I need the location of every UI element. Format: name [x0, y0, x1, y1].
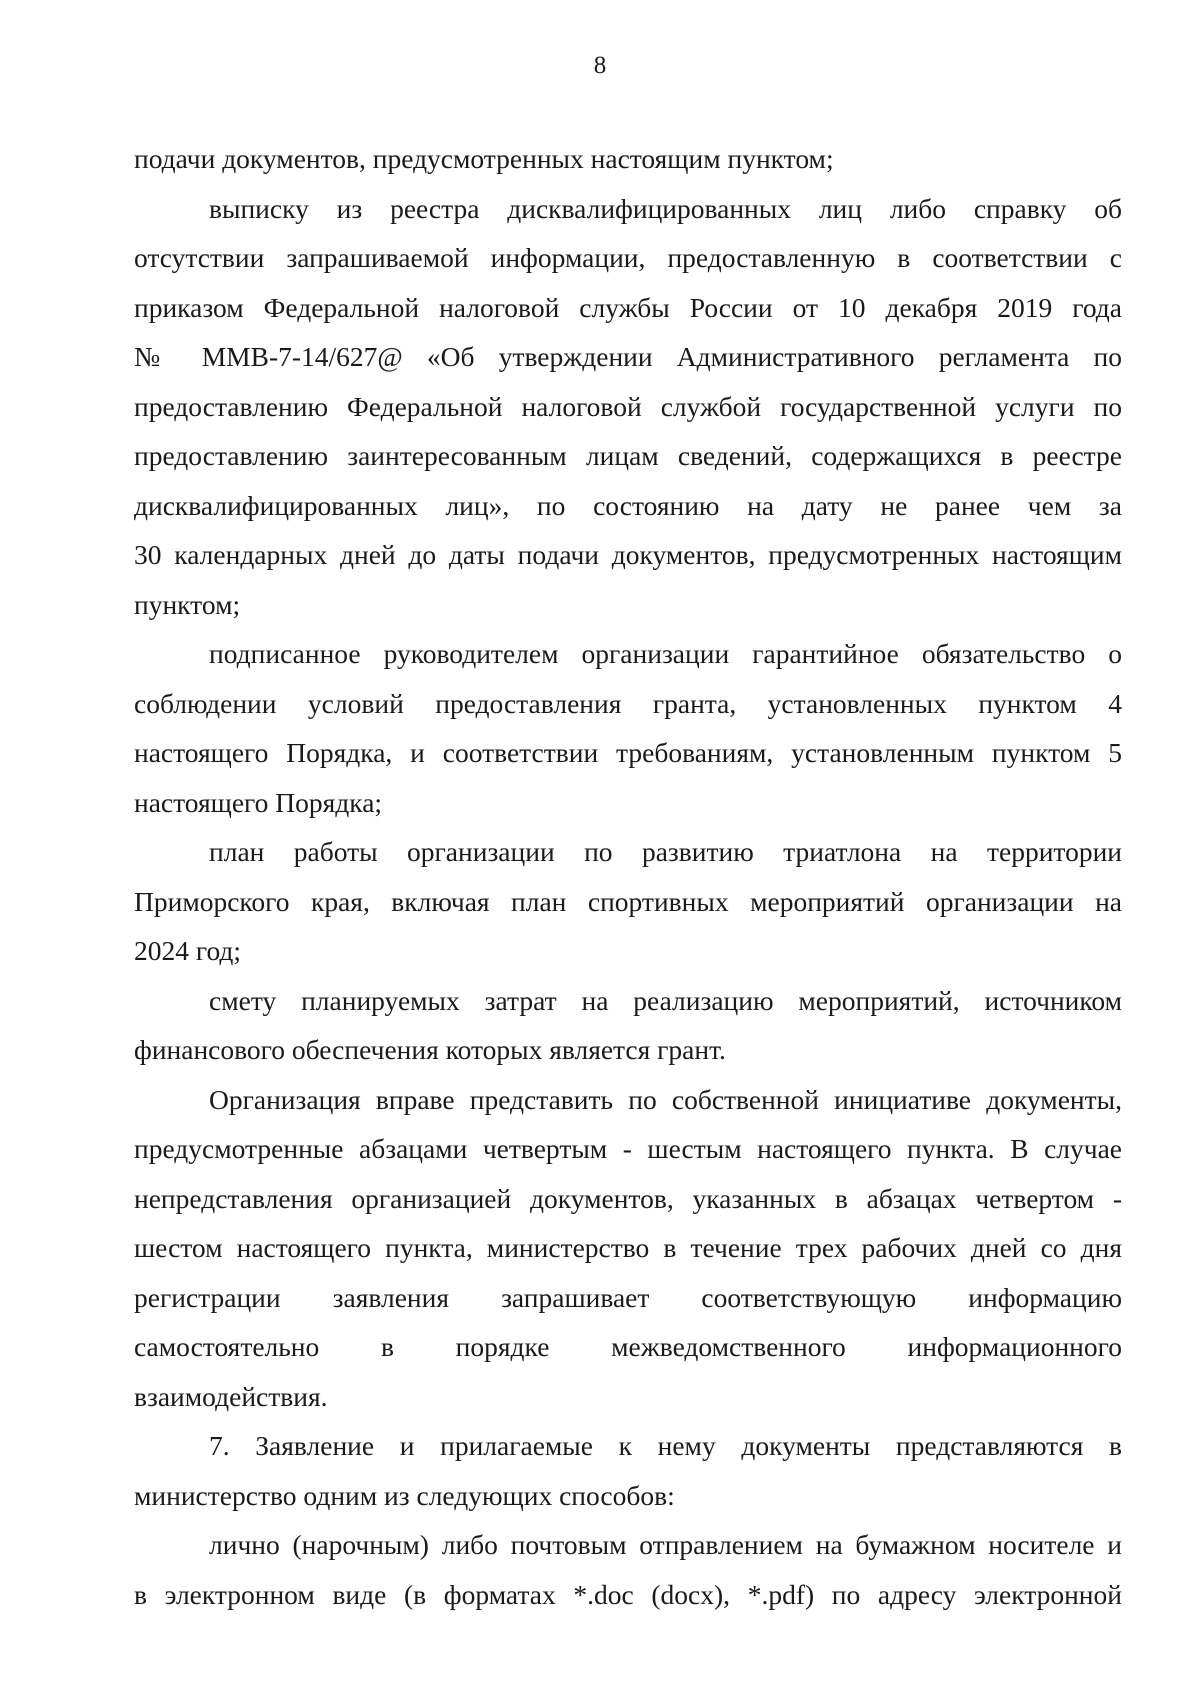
- text-line: регистрации заявления запрашивает соответствующую информацию: [134, 1281, 1122, 1313]
- text-line: отсутствии запрашиваемой информации, предоставленную в соответствии с: [134, 242, 1122, 273]
- text-line: приказом Федеральной налоговой службы России от 10 декабря 2019 года: [134, 291, 1122, 323]
- text-line: № ММВ-7-14/627@ «Об утверждении Административного регламента по: [134, 341, 1122, 372]
- document-body: [134, 134, 1122, 1619]
- text-line: лично (нарочным) либо почтовым отправлением на бумажном носителе и: [209, 1529, 1122, 1560]
- text-line: финансового обеспечения которых является грант.: [134, 1034, 726, 1065]
- text-line: 7. Заявление и прилагаемые к нему документы представляются в: [209, 1430, 1122, 1461]
- text-line: шестом настоящего пункта, министерство в течение трех рабочих дней со дня: [134, 1232, 1122, 1263]
- text-line: настоящего Порядка, и соответствии требованиям, установленным пунктом 5: [134, 737, 1122, 768]
- text-line: предоставлению Федеральной налоговой службой государственной услуги по: [134, 390, 1122, 422]
- text-line: подписанное руководителем организации гарантийное обязательство о: [209, 638, 1122, 669]
- text-line: самостоятельно в порядке межведомственного информационного: [134, 1331, 1122, 1362]
- text-line: 30 календарных дней до даты подачи документов, предусмотренных настоящим: [134, 539, 1122, 570]
- text-line: непредставления организацией документов, указанных в абзацах четвертом -: [134, 1182, 1122, 1214]
- text-line: Организация вправе представить по собственной инициативе документы,: [209, 1083, 1122, 1115]
- text-line: настоящего Порядка;: [134, 786, 383, 818]
- text-line: взаимодействия.: [134, 1380, 328, 1412]
- text-line: план работы организации по развитию триатлона на территории: [209, 836, 1122, 867]
- page-number: 8: [593, 52, 607, 79]
- text-line: пунктом;: [134, 588, 241, 620]
- text-line: министерство одним из следующих способов:: [134, 1479, 675, 1511]
- text-line: предусмотренные абзацами четвертым - шестым настоящего пункта. В случае: [134, 1133, 1122, 1164]
- text-line: подачи документов, предусмотренных настоящим пунктом;: [134, 143, 834, 174]
- text-line: в электронном виде (в форматах *.doc (docx), *.pdf) по адресу электронной: [134, 1578, 1122, 1610]
- text-line: смету планируемых затрат на реализацию мероприятий, источником: [209, 984, 1122, 1016]
- text-line: дисквалифицированных лиц», по состоянию на дату не ранее чем за: [134, 489, 1122, 521]
- text-line: предоставлению заинтересованным лицам сведений, содержащихся в реестре: [134, 440, 1122, 471]
- text-line: выписку из реестра дисквалифицированных лиц либо справку об: [209, 192, 1122, 224]
- text-line: Приморского края, включая план спортивных мероприятий организации на: [134, 885, 1122, 917]
- text-line: соблюдении условий предоставления гранта, установленных пунктом 4: [134, 687, 1122, 719]
- text-line: 2024 год;: [134, 935, 242, 966]
